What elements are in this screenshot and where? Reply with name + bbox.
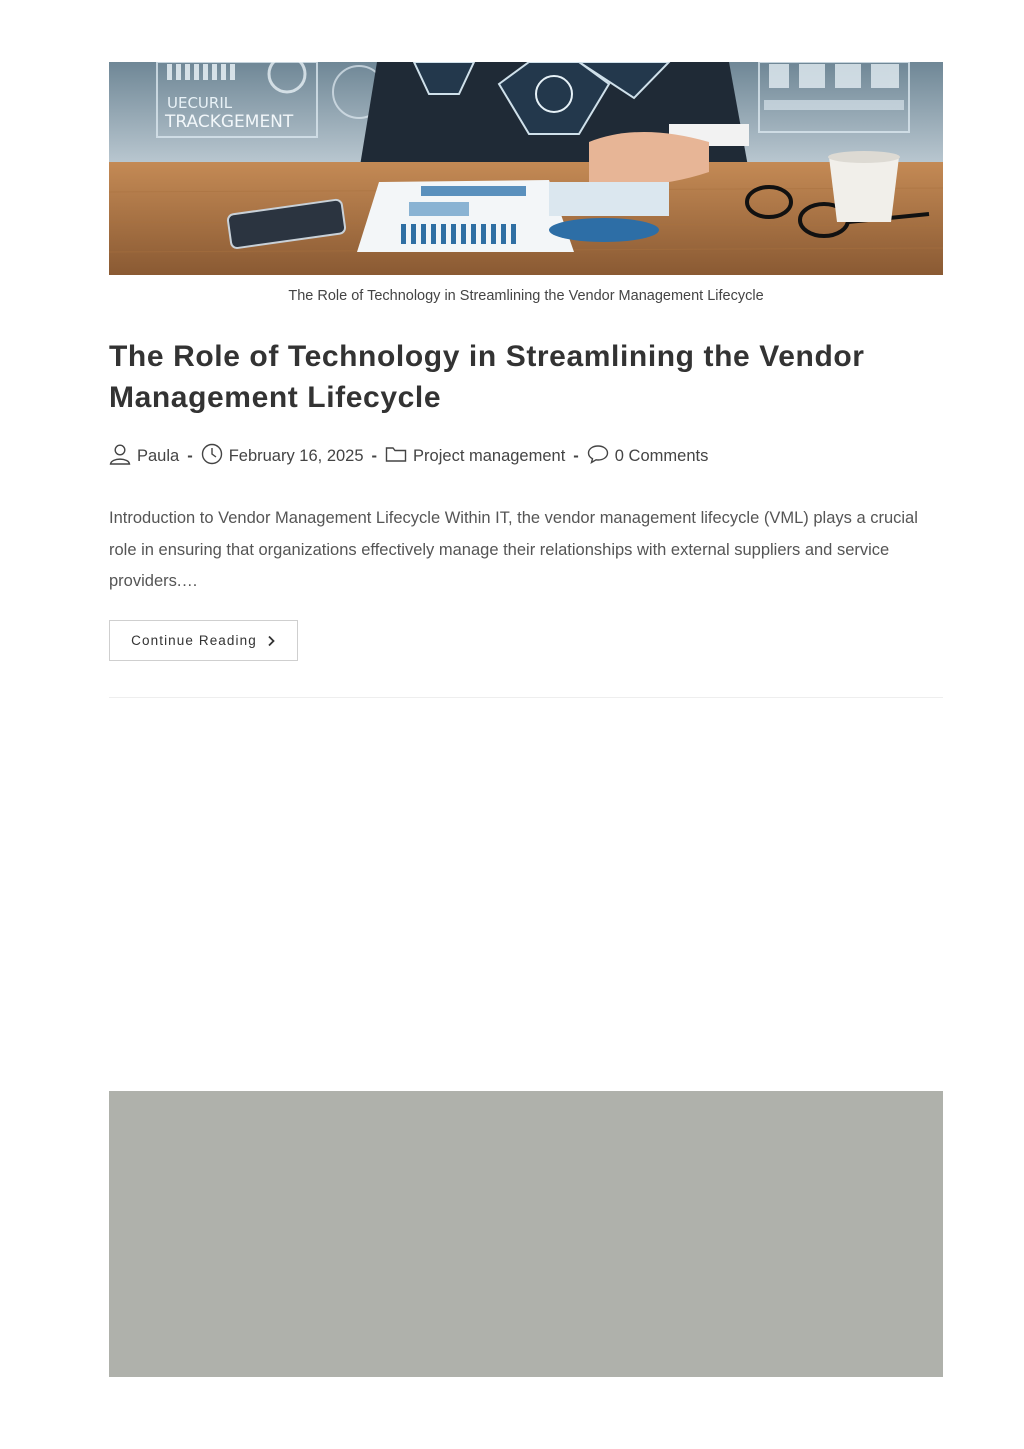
image-text-line2: TRACKGEMENT: [165, 112, 294, 132]
image-text-line1: UECURIL: [167, 94, 233, 112]
post-title[interactable]: The Role of Technology in Streamlining the Vendor Management Lifecycle: [109, 340, 865, 414]
meta-category: [385, 445, 565, 467]
image-caption: The Role of Technology in Streamlining the Vendor Management Lifecycle: [288, 288, 764, 304]
clock-icon: [201, 443, 223, 465]
post-excerpt: Introduction to Vendor Management Lifecycle Within IT, the vendor management lifecycle (VML) plays a crucial role in ensuring that organizations effectively manage their relationships with external suppliers and service providers.…: [109, 509, 918, 590]
meta-comments: [587, 445, 709, 467]
post-meta: [109, 443, 708, 469]
next-post-image[interactable]: [109, 1091, 943, 1377]
meta-date: [201, 445, 364, 467]
chevron-right-icon: [266, 635, 276, 647]
meta-separator: -: [187, 446, 193, 465]
meta-separator: -: [573, 446, 579, 465]
post-divider: [109, 697, 943, 698]
folder-icon: [385, 443, 407, 465]
comments-link[interactable]: 0 Comments: [614, 446, 709, 465]
user-icon: [109, 443, 131, 465]
featured-image-illustration: [109, 62, 943, 275]
continue-reading-button[interactable]: [109, 620, 298, 661]
meta-author: [109, 445, 179, 467]
post-date: February 16, 2025: [228, 446, 364, 465]
category-link[interactable]: Project management: [413, 446, 566, 465]
meta-separator: -: [371, 446, 378, 465]
continue-reading-label: Continue Reading: [131, 633, 257, 648]
comment-icon: [587, 443, 609, 465]
author-link[interactable]: Paula: [137, 446, 180, 465]
featured-image[interactable]: [109, 62, 943, 275]
